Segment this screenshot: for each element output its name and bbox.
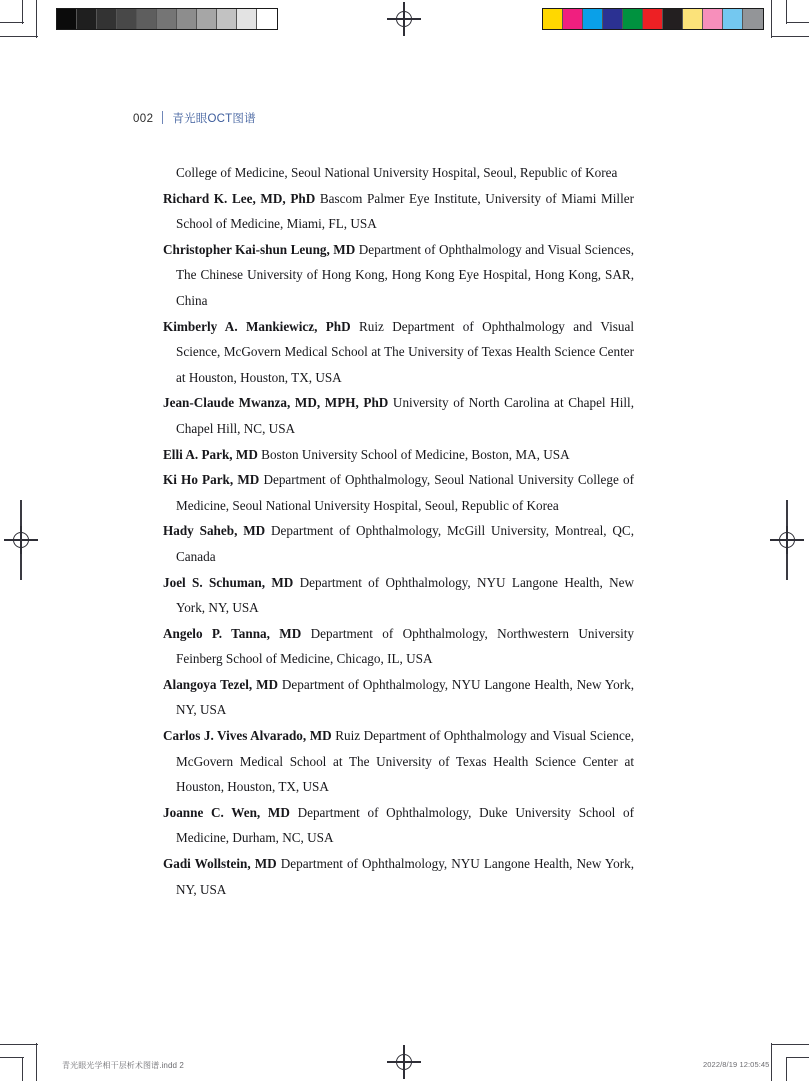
contributor-entry <box>163 570 634 621</box>
color-patch-5 <box>643 9 663 29</box>
page-folio-number: 002 <box>133 113 154 125</box>
contributor-name: Alangoya Tezel, MD <box>163 676 279 692</box>
bleed-mark-top-right-horizontal <box>786 22 809 23</box>
color-patch-8 <box>703 9 723 29</box>
contributor-affiliation: Department of Ophthalmology, Seoul National University College of Medicine, Seoul National University Hospital, Seoul, Republic of Korea <box>176 472 634 513</box>
color-patch-9 <box>723 9 743 29</box>
color-patch-4 <box>623 9 643 29</box>
contributor-name: Richard K. Lee, MD, PhD <box>163 190 316 206</box>
contributor-name: Kimberly A. Mankiewicz, PhD <box>163 318 351 334</box>
contributor-affiliation: College of Medicine, Seoul National University Hospital, Seoul, Republic of Korea <box>176 165 618 180</box>
registration-mark-top-center <box>387 2 421 36</box>
grayscale-patch-10 <box>257 9 277 29</box>
contributor-affiliation: Department of Ophthalmology, NYU Langone Health, New York, NY, USA <box>176 856 634 897</box>
contributor-affiliation: Bascom Palmer Eye Institute, University of Miami Miller School of Medicine, Miami, FL, USA <box>176 190 634 232</box>
crop-mark-bottom-right-horizontal <box>771 1044 809 1045</box>
grayscale-patch-7 <box>197 9 217 29</box>
grayscale-patch-3 <box>117 9 137 29</box>
color-calibration-strip <box>542 8 764 30</box>
footer-filename: 青光眼光学相干层析术图谱.indd 2 <box>62 1061 184 1070</box>
color-patch-2 <box>583 9 603 29</box>
contributor-list <box>163 160 635 902</box>
contributor-affiliation: Department of Ophthalmology, Duke University School of Medicine, Durham, NC, USA <box>176 804 634 846</box>
contributor-entry <box>163 518 634 569</box>
registration-mark-bottom-center <box>387 1045 421 1079</box>
contributor-entry <box>163 672 634 723</box>
contributor-affiliation: Boston University School of Medicine, Boston, MA, USA <box>261 446 570 462</box>
contributor-name: Gadi Wollstein, MD <box>163 856 277 872</box>
contributor-entry <box>163 621 634 672</box>
color-patch-0 <box>543 9 563 29</box>
contributor-affiliation: Department of Ophthalmology, Northwestern University Feinberg School of Medicine, Chicago, IL, USA <box>176 625 634 667</box>
registration-extension-left-upper <box>20 500 21 526</box>
contributor-name: Christopher Kai-shun Leung, MD <box>163 241 356 257</box>
registration-ring <box>396 1054 412 1070</box>
grayscale-patch-0 <box>57 9 77 29</box>
contributor-entry <box>163 160 634 186</box>
crop-mark-bottom-left-vertical <box>36 1043 37 1081</box>
running-head-divider <box>162 111 163 124</box>
contributor-affiliation: Department of Ophthalmology, McGill University, Montreal, QC, Canada <box>176 523 634 564</box>
grayscale-patch-1 <box>77 9 97 29</box>
crop-mark-top-right-vertical <box>771 0 772 38</box>
contributor-name: Joanne C. Wen, MD <box>163 804 290 820</box>
bleed-mark-top-right-vertical <box>786 0 787 24</box>
color-patch-10 <box>743 9 763 29</box>
contributor-entry <box>163 237 634 314</box>
contributor-name: Jean-Claude Mwanza, MD, MPH, PhD <box>163 395 389 411</box>
color-patch-7 <box>683 9 703 29</box>
contributor-entry <box>163 314 634 391</box>
registration-extension-right-upper <box>786 500 787 526</box>
contributor-name: Angelo P. Tanna, MD <box>163 625 302 641</box>
grayscale-patch-5 <box>157 9 177 29</box>
contributor-entry <box>163 390 634 441</box>
bleed-mark-bottom-right-vertical <box>786 1057 787 1081</box>
running-head-title: 青光眼OCT图谱 <box>172 113 256 125</box>
contributor-affiliation: Ruiz Department of Ophthalmology and Visual Science, McGovern Medical School at The University of Texas Health Science Center at Houston, Houston, TX, USA <box>176 318 634 385</box>
grayscale-calibration-strip <box>56 8 278 30</box>
bleed-mark-bottom-right-horizontal <box>786 1057 809 1058</box>
contributor-affiliation: Department of Ophthalmology, NYU Langone Health, New York, NY, USA <box>176 676 635 718</box>
color-patch-3 <box>603 9 623 29</box>
registration-extension-left-lower <box>20 554 21 580</box>
contributor-affiliation: Department of Ophthalmology, NYU Langone Health, New York, NY, USA <box>176 574 635 616</box>
contributor-entry <box>163 186 634 237</box>
contributor-name: Ki Ho Park, MD <box>163 472 260 488</box>
grayscale-patch-6 <box>177 9 197 29</box>
color-patch-6 <box>663 9 683 29</box>
contributor-entry <box>163 800 634 851</box>
crop-mark-bottom-left-horizontal <box>0 1044 38 1045</box>
grayscale-patch-4 <box>137 9 157 29</box>
color-patch-1 <box>563 9 583 29</box>
contributor-affiliation: University of North Carolina at Chapel Hill, Chapel Hill, NC, USA <box>176 395 634 436</box>
registration-mark-right-middle <box>770 523 804 557</box>
registration-ring <box>779 532 795 548</box>
contributor-entry <box>163 467 634 518</box>
contributor-entry <box>163 442 634 468</box>
contributor-affiliation: Ruiz Department of Ophthalmology and Visual Science, McGovern Medical School at The University of Texas Health Science Center at Houston, Houston, TX, USA <box>176 728 634 795</box>
grayscale-patch-2 <box>97 9 117 29</box>
registration-mark-left-middle <box>4 523 38 557</box>
grayscale-patch-9 <box>237 9 257 29</box>
registration-extension-right-lower <box>786 554 787 580</box>
bleed-mark-top-left-horizontal <box>0 22 24 23</box>
contributor-entry <box>163 851 634 902</box>
contributor-entry <box>163 723 634 800</box>
crop-mark-bottom-right-vertical <box>771 1043 772 1081</box>
grayscale-patch-8 <box>217 9 237 29</box>
bleed-mark-bottom-left-horizontal <box>0 1057 24 1058</box>
contributor-name: Carlos J. Vives Alvarado, MD <box>163 728 332 744</box>
footer-timestamp: 2022/8/19 12:05:45 <box>703 1060 770 1069</box>
contributor-name: Elli A. Park, MD <box>163 446 258 462</box>
running-head <box>133 109 256 126</box>
crop-mark-top-right-horizontal <box>771 36 809 37</box>
registration-ring <box>13 532 29 548</box>
contributor-name: Joel S. Schuman, MD <box>163 574 294 590</box>
crop-mark-top-left-horizontal <box>0 36 38 37</box>
bleed-mark-top-left-vertical <box>22 0 23 24</box>
bleed-mark-bottom-left-vertical <box>22 1057 23 1081</box>
contributor-name: Hady Saheb, MD <box>163 523 266 539</box>
contributor-affiliation: Department of Ophthalmology and Visual Sciences, The Chinese University of Hong Kong, Hong Kong Eye Hospital, Hong Kong, SAR, China <box>176 241 635 308</box>
crop-mark-top-left-vertical <box>36 0 37 38</box>
registration-ring <box>396 11 412 27</box>
